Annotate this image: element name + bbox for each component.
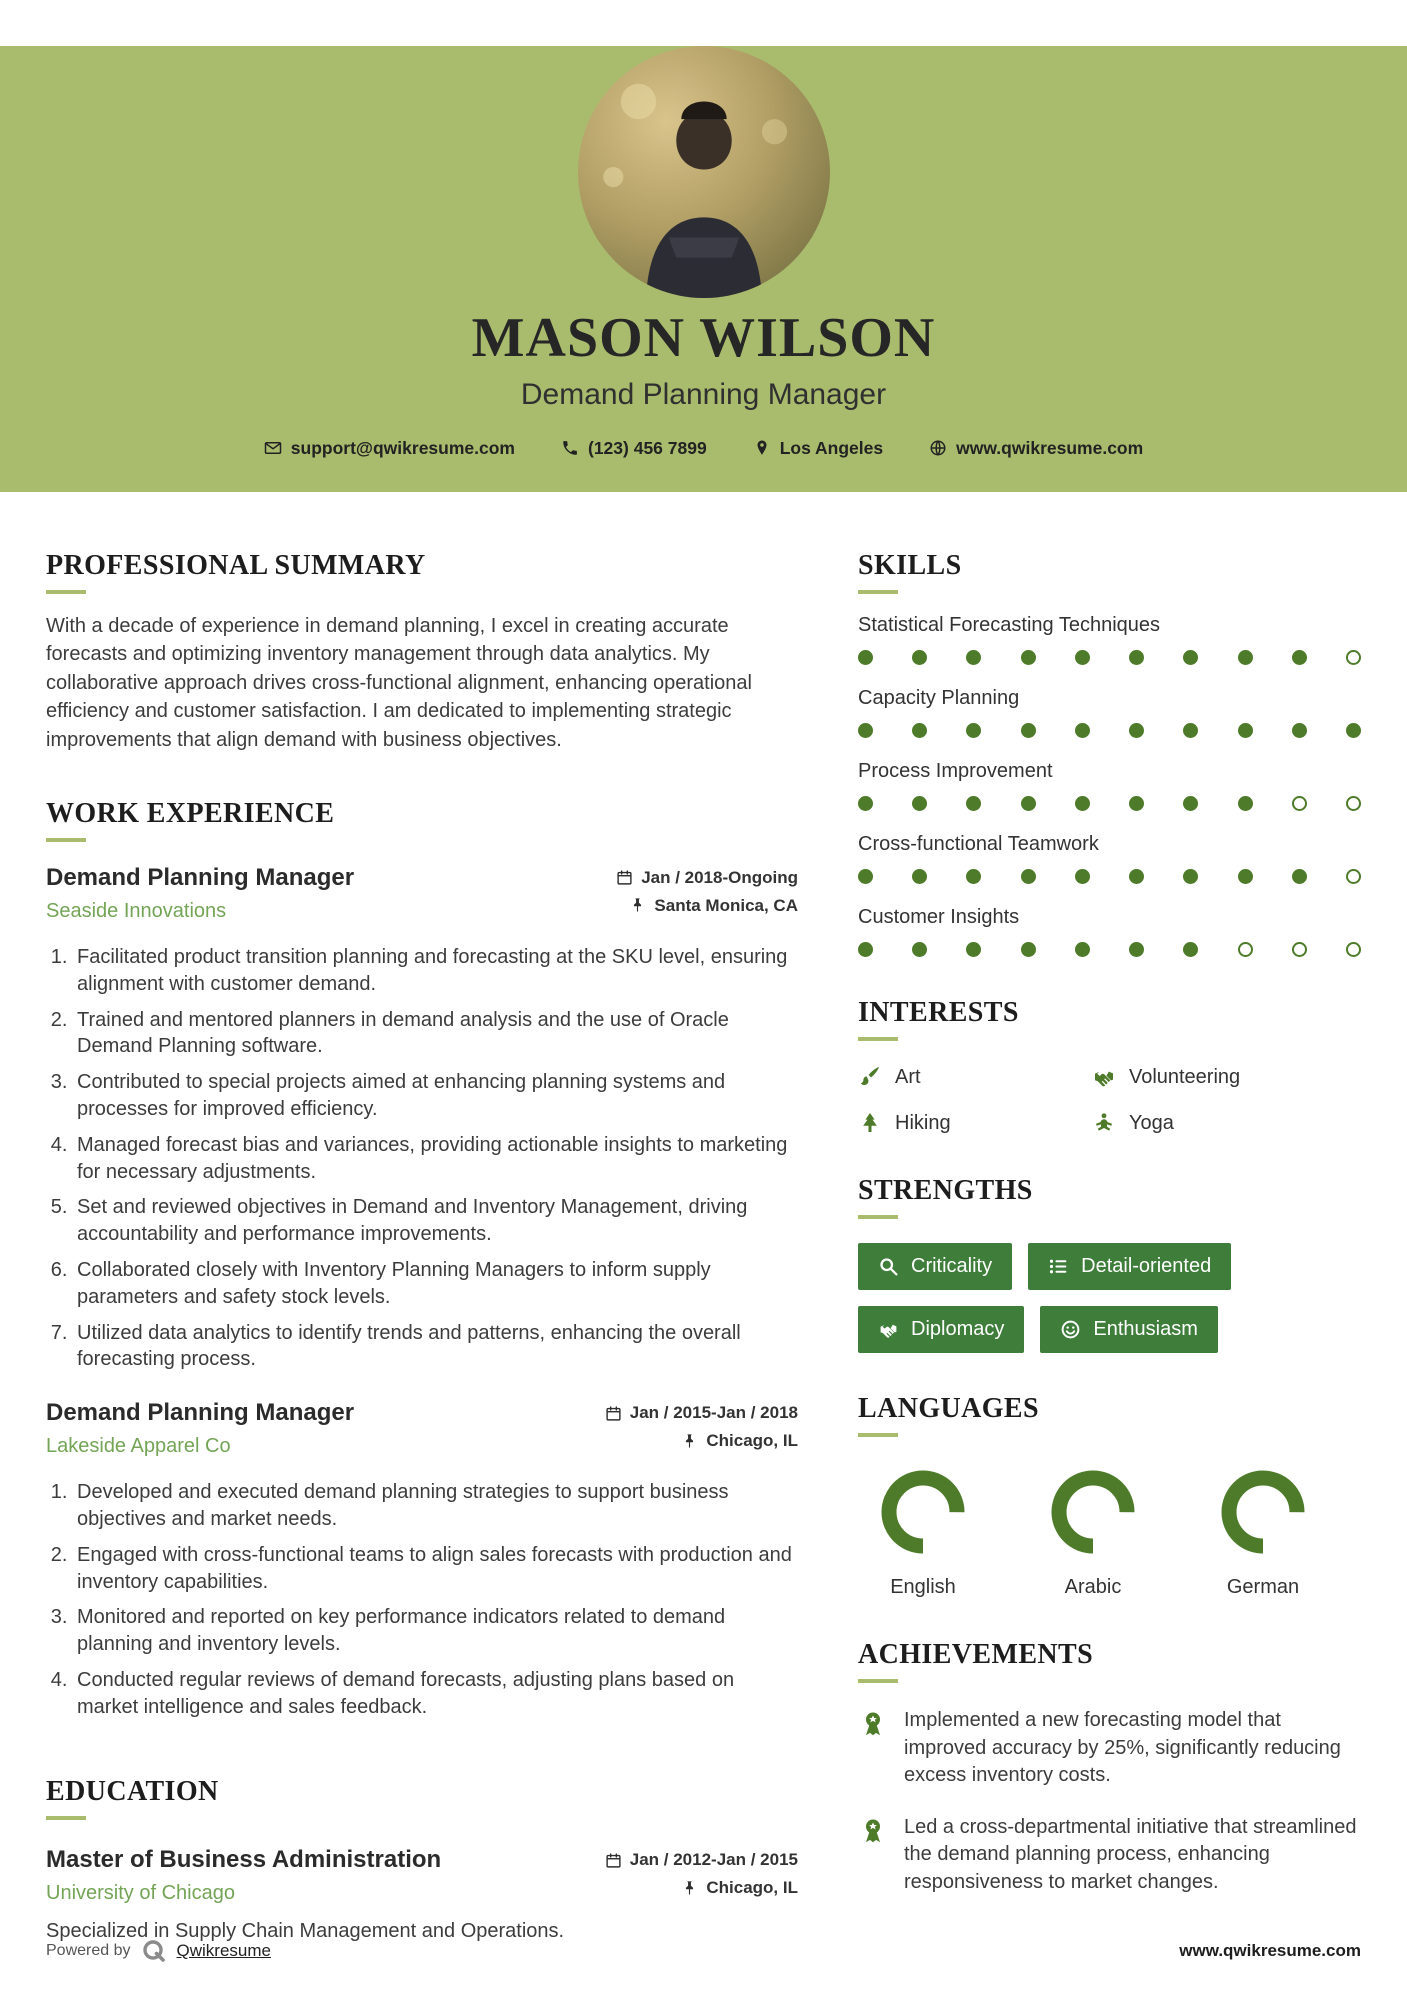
job-company: Lakeside Apparel Co (46, 1435, 231, 1458)
skill-dot-filled (1183, 869, 1198, 884)
powered-by (46, 1938, 271, 1964)
skill-dot-empty (1292, 942, 1307, 957)
skill-dot-filled (1292, 869, 1307, 884)
skill-level-dots (858, 869, 1361, 884)
skill-level-dots (858, 942, 1361, 957)
job-location: Santa Monica, CA (654, 895, 798, 915)
strength-label: Detail-oriented (1081, 1255, 1212, 1277)
calendar-icon (605, 1852, 622, 1869)
skill-dot-filled (912, 650, 927, 665)
skill-dot-filled (1021, 869, 1036, 884)
language-item (1028, 1467, 1158, 1599)
section-education (46, 1776, 798, 1943)
job-bullet: 4. Managed forecast bias and variances, providing actionable insights to marketing for necessary adjustments. (73, 1132, 798, 1186)
skill-dot-filled (1075, 942, 1090, 957)
skill-dot-filled (1021, 942, 1036, 957)
skill-dot-filled (912, 796, 927, 811)
job-bullet: 4. Conducted regular reviews of demand forecasts, adjusting plans based on market intelligence and sales feedback. (73, 1667, 798, 1721)
handshake-icon (878, 1319, 899, 1340)
interest-item (858, 1065, 1092, 1089)
skill-dot-empty (1346, 796, 1361, 811)
education-details: Specialized in Supply Chain Management and Operations. (46, 1920, 565, 1943)
contact-phone[interactable] (561, 438, 707, 459)
skill-name: Customer Insights (858, 906, 1020, 928)
skill-name: Capacity Planning (858, 687, 1020, 709)
interest-item (1092, 1065, 1361, 1089)
achievements-list (858, 1707, 1361, 1897)
contact-website-text: www.qwikresume.com (956, 437, 1144, 458)
resume-header (0, 46, 1407, 492)
language-item (1198, 1467, 1328, 1599)
job-bullet: 2. Engaged with cross-functional teams to align sales forecasts with production and inventory capabilities. (73, 1542, 798, 1596)
skill-item (858, 906, 1361, 957)
skill-dot-filled (966, 796, 981, 811)
job-entry (46, 864, 798, 1373)
education-dates: Jan / 2012-Jan / 2015 (629, 1850, 798, 1870)
section-work-experience (46, 798, 798, 1721)
strength-label: Diplomacy (911, 1318, 1005, 1340)
experience-heading: WORK EXPERIENCE (46, 798, 798, 842)
interests-list (858, 1065, 1361, 1135)
job-dates: Jan / 2018-Ongoing (641, 867, 798, 887)
contact-email-text: support@qwikresume.com (290, 437, 515, 458)
interests-heading: INTERESTS (858, 997, 1361, 1041)
skill-dot-filled (1129, 796, 1144, 811)
skill-dot-filled (1075, 723, 1090, 738)
language-level-ring (1218, 1467, 1308, 1557)
thumbtack-icon (681, 1433, 698, 1450)
skill-dot-filled (1292, 723, 1307, 738)
job-bullet: 3. Contributed to special projects aimed at enhancing planning systems and processes for improved efficiency. (73, 1069, 798, 1123)
profile-photo (578, 46, 830, 298)
language-name: Arabic (1064, 1576, 1122, 1598)
job-location: Chicago, IL (706, 1431, 798, 1451)
skills-heading: SKILLS (858, 550, 1361, 594)
right-column (858, 550, 1361, 1987)
language-item (858, 1467, 988, 1599)
skill-dot-empty (1238, 942, 1253, 957)
job-meta (616, 864, 798, 924)
job-title: Demand Planning Manager (46, 863, 355, 891)
strength-label: Enthusiasm (1093, 1318, 1198, 1340)
interest-item (858, 1111, 1092, 1135)
skill-dot-filled (966, 650, 981, 665)
skill-item (858, 614, 1361, 665)
skill-dot-filled (1075, 796, 1090, 811)
contact-row (0, 438, 1407, 459)
job-bullets (46, 1479, 798, 1720)
job-title: Demand Planning Manager (46, 1399, 355, 1427)
skill-dot-filled (858, 650, 873, 665)
skill-dot-filled (1238, 650, 1253, 665)
achievement-item (858, 1707, 1361, 1790)
skill-dot-filled (966, 942, 981, 957)
skill-item (858, 687, 1361, 738)
skill-dot-filled (858, 723, 873, 738)
contact-location (753, 438, 883, 459)
candidate-title: Demand Planning Manager (520, 377, 887, 411)
skill-name: Cross-functional Teamwork (858, 833, 1099, 855)
skill-dot-filled (1129, 650, 1144, 665)
strength-badge (858, 1306, 1024, 1353)
skill-name: Process Improvement (858, 760, 1053, 782)
footer-website-link[interactable]: www.qwikresume.com (1179, 1941, 1361, 1960)
smiley-icon (1060, 1319, 1081, 1340)
section-languages (858, 1393, 1361, 1599)
skill-dot-filled (1183, 723, 1198, 738)
resume-body (0, 492, 1407, 1987)
job-meta (605, 1399, 798, 1459)
skill-dot-filled (1129, 723, 1144, 738)
job-bullet: 1. Facilitated product transition planning and forecasting at the SKU level, ensuring alignment with customer demand. (73, 944, 798, 998)
language-level-ring (878, 1467, 968, 1557)
education-location: Chicago, IL (706, 1878, 798, 1898)
interest-item (1092, 1111, 1361, 1135)
skill-dot-filled (1292, 650, 1307, 665)
job-dates: Jan / 2015-Jan / 2018 (629, 1403, 798, 1423)
powered-by-label: Powered by (46, 1942, 131, 1959)
skill-item (858, 760, 1361, 811)
skill-dot-filled (1238, 723, 1253, 738)
job-bullets (46, 944, 798, 1373)
skill-dot-filled (1183, 942, 1198, 957)
summary-heading: PROFESSIONAL SUMMARY (46, 550, 798, 594)
job-bullet: 1. Developed and executed demand planning strategies to support business objectives and market needs. (73, 1479, 798, 1533)
skill-dot-filled (1183, 796, 1198, 811)
language-level-ring (1048, 1467, 1138, 1557)
strength-badge (1040, 1306, 1218, 1353)
skill-dot-filled (1129, 942, 1144, 957)
achievement-item (858, 1814, 1361, 1897)
qwikresume-link[interactable]: Qwikresume (176, 1941, 271, 1960)
job-bullet: 6. Collaborated closely with Inventory Planning Managers to inform supply parameters and safety stock levels. (73, 1257, 798, 1311)
skill-dot-empty (1346, 650, 1361, 665)
skill-dot-filled (1238, 869, 1253, 884)
skill-dot-filled (966, 869, 981, 884)
page-footer (46, 1938, 1361, 1964)
skill-dot-filled (1075, 869, 1090, 884)
strength-badge (858, 1243, 1012, 1290)
candidate-name: MASON WILSON (471, 307, 936, 369)
contact-phone-text: (123) 456 7899 (588, 437, 707, 458)
education-meta (605, 1846, 798, 1906)
degree-title: Master of Business Administration (46, 1846, 442, 1874)
job-bullet: 7. Utilized data analytics to identify trends and patterns, enhancing the overall forecasting process. (73, 1320, 798, 1374)
skill-dot-filled (966, 723, 981, 738)
section-achievements (858, 1639, 1361, 1897)
list-icon (1048, 1256, 1069, 1277)
section-strengths (858, 1175, 1361, 1353)
skill-dot-filled (1238, 796, 1253, 811)
handshake-icon (1092, 1065, 1116, 1089)
achievement-text: Implemented a new forecasting model that improved accuracy by 25%, significantly reducing excess inventory costs. (904, 1709, 1341, 1787)
skill-dot-filled (1021, 650, 1036, 665)
skill-dot-empty (1346, 869, 1361, 884)
interest-label: Hiking (895, 1111, 951, 1134)
globe-icon (929, 439, 947, 457)
skill-dot-filled (1346, 723, 1361, 738)
job-bullet: 2. Trained and mentored planners in demand analysis and the use of Oracle Demand Planning software. (73, 1007, 798, 1061)
section-skills (858, 550, 1361, 957)
strength-label: Criticality (911, 1255, 993, 1277)
skill-dot-filled (1075, 650, 1090, 665)
tree-icon (858, 1111, 882, 1135)
skill-dot-filled (858, 796, 873, 811)
language-name: German (1226, 1576, 1300, 1598)
job-bullet: 3. Monitored and reported on key performance indicators related to demand planning and inventory levels. (73, 1604, 798, 1658)
skill-dot-filled (858, 942, 873, 957)
job-entry (46, 1399, 798, 1720)
education-heading: EDUCATION (46, 1776, 798, 1820)
education-entry (46, 1846, 798, 1943)
contact-email[interactable] (264, 438, 515, 459)
yoga-icon (1092, 1111, 1116, 1135)
school-name: University of Chicago (46, 1882, 235, 1905)
skill-dot-filled (1021, 723, 1036, 738)
skill-dot-filled (912, 942, 927, 957)
skill-level-dots (858, 723, 1361, 738)
skill-dot-filled (858, 869, 873, 884)
award-icon (858, 1816, 888, 1846)
thumbtack-icon (681, 1880, 698, 1897)
paintbrush-icon (858, 1065, 882, 1089)
interest-label: Art (895, 1065, 921, 1088)
job-bullet: 5. Set and reviewed objectives in Demand and Inventory Management, driving accountability and performance improvements. (73, 1194, 798, 1248)
qwikresume-logo-icon (141, 1938, 167, 1964)
skill-dot-empty (1346, 942, 1361, 957)
jobs-list (46, 864, 798, 1721)
award-icon (858, 1709, 888, 1739)
map-pin-icon (753, 439, 771, 457)
skill-level-dots (858, 650, 1361, 665)
skill-level-dots (858, 796, 1361, 811)
calendar-icon (605, 1405, 622, 1422)
summary-text: With a decade of experience in demand planning, I excel in creating accurate forecasts and optimizing inventory management through data analytics. My collaborative approach drives cross-functional alignment, enhancing operational efficiency and customer satisfaction. I am dedicated to implementing strategic improvements that align demand with business objectives. (46, 615, 752, 751)
interest-label: Yoga (1128, 1111, 1174, 1134)
envelope-icon (264, 439, 282, 457)
achievements-heading: ACHIEVEMENTS (858, 1639, 1361, 1683)
skill-dot-filled (912, 723, 927, 738)
skill-dot-filled (912, 869, 927, 884)
achievement-text: Led a cross-departmental initiative that streamlined the demand planning process, enhancing responsiveness to market changes. (904, 1815, 1357, 1893)
skill-dot-filled (1183, 650, 1198, 665)
languages-heading: LANGUAGES (858, 1393, 1361, 1437)
contact-location-text: Los Angeles (779, 437, 884, 458)
language-name: English (890, 1576, 956, 1598)
section-interests (858, 997, 1361, 1135)
skill-name: Statistical Forecasting Techniques (858, 614, 1161, 636)
magnifier-icon (878, 1256, 899, 1277)
strengths-heading: STRENGTHS (858, 1175, 1361, 1219)
thumbtack-icon (629, 897, 646, 914)
skill-item (858, 833, 1361, 884)
strength-badge (1028, 1243, 1231, 1290)
phone-icon (561, 439, 579, 457)
contact-website[interactable] (929, 438, 1143, 459)
skill-dot-empty (1292, 796, 1307, 811)
calendar-icon (616, 869, 633, 886)
left-column (46, 550, 798, 1987)
job-company: Seaside Innovations (46, 899, 227, 922)
strengths-list (858, 1243, 1361, 1353)
section-professional-summary (46, 550, 798, 754)
languages-list (858, 1467, 1328, 1599)
skills-list (858, 614, 1361, 957)
skill-dot-filled (1021, 796, 1036, 811)
interest-label: Volunteering (1128, 1065, 1241, 1088)
skill-dot-filled (1129, 869, 1144, 884)
